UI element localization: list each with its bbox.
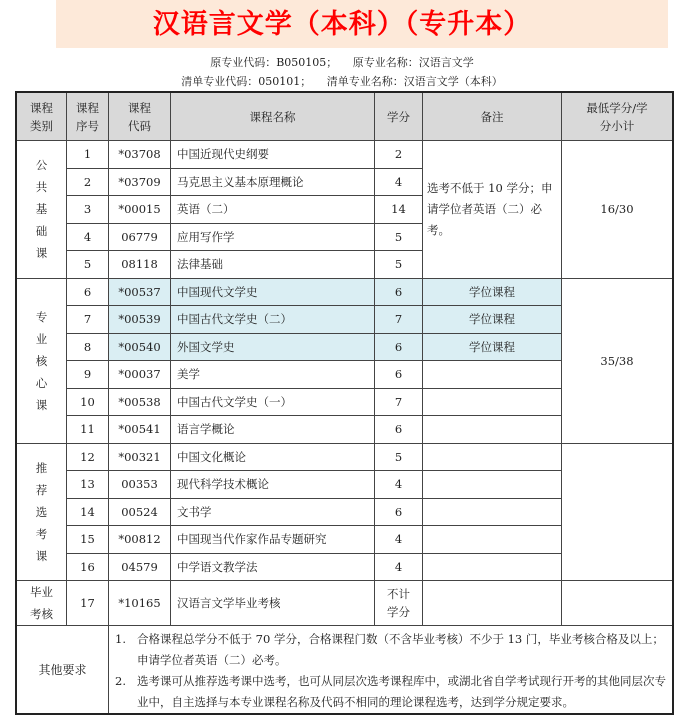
category-char: 公 — [35, 158, 48, 173]
course-name-cell: 美学 — [171, 361, 375, 389]
course-name-cell: 汉语言文学毕业考核 — [171, 581, 375, 626]
category-cell — [17, 443, 67, 581]
code-cell: *00812 — [109, 526, 171, 554]
course-name-cell: 英语（二） — [171, 196, 375, 224]
other-requirements-label: 其他要求 — [17, 626, 109, 714]
header-name: 课程名称 — [171, 93, 375, 141]
code-cell: *00538 — [109, 388, 171, 416]
course-table — [16, 92, 673, 714]
course-name-cell: 外国文学史 — [171, 333, 375, 361]
credit-line: 不计 — [387, 587, 410, 601]
code-cell: *03708 — [109, 141, 171, 169]
other-requirements-row — [17, 626, 673, 714]
other-requirements-text — [109, 626, 673, 714]
requirement-text: 选考课可从推荐选考课中选考，也可从同层次选考课程库中，或湖北省自学考试现行开考的其他同层次专业中，自主选择与本专业课程名称及代码不相同的理论课程选考，达到学分规定要求。 — [137, 674, 666, 709]
credit-cell: 7 — [375, 306, 423, 334]
seq-cell: 8 — [67, 333, 109, 361]
course-name-cell: 中国现代文学史 — [171, 278, 375, 306]
course-name-cell: 文书学 — [171, 498, 375, 526]
table-row — [17, 443, 673, 471]
category-char: 选 — [35, 504, 48, 519]
note-cell — [423, 388, 562, 416]
table-row — [17, 278, 673, 306]
list-major-name: 清单专业名称：汉语言文学（本科） — [326, 75, 503, 88]
credit-cell: 7 — [375, 388, 423, 416]
min-credit-cell — [562, 443, 673, 581]
seq-cell: 17 — [67, 581, 109, 626]
code-cell: *10165 — [109, 581, 171, 626]
seq-cell: 11 — [67, 416, 109, 444]
course-name-cell: 现代科学技术概论 — [171, 471, 375, 499]
table-row — [17, 141, 673, 169]
min-credit-cell: 16/30 — [562, 141, 673, 279]
note-cell — [423, 471, 562, 499]
code-cell: 00353 — [109, 471, 171, 499]
seq-cell: 6 — [67, 278, 109, 306]
requirement-item — [115, 671, 666, 713]
course-name-cell: 语言学概论 — [171, 416, 375, 444]
category-line: 毕业 — [30, 585, 53, 599]
course-name-cell: 中国古代文学史（一） — [171, 388, 375, 416]
code-cell: *00015 — [109, 196, 171, 224]
requirement-number: 2. — [115, 674, 126, 688]
credit-cell: 4 — [375, 553, 423, 581]
category-char: 课 — [35, 246, 48, 261]
min-credit-cell — [562, 581, 673, 626]
header-code: 课程 代码 — [109, 93, 171, 141]
credit-cell: 4 — [375, 471, 423, 499]
category-char: 心 — [35, 375, 48, 390]
category-char: 础 — [35, 224, 48, 239]
category-char: 推 — [35, 460, 48, 475]
credit-cell: 2 — [375, 141, 423, 169]
credit-cell: 5 — [375, 223, 423, 251]
credit-line: 学分 — [387, 605, 410, 619]
category-char: 课 — [35, 548, 48, 563]
credit-cell: 4 — [375, 526, 423, 554]
table-header-row — [17, 93, 673, 141]
code-cell: 00524 — [109, 498, 171, 526]
code-cell: *03709 — [109, 168, 171, 196]
credit-cell — [375, 581, 423, 626]
credit-cell: 6 — [375, 333, 423, 361]
note-cell: 学位课程 — [423, 306, 562, 334]
credit-cell: 6 — [375, 416, 423, 444]
credit-cell: 6 — [375, 361, 423, 389]
code-cell: 08118 — [109, 251, 171, 279]
course-name-cell: 马克思主义基本原理概论 — [171, 168, 375, 196]
category-cell — [17, 141, 67, 279]
seq-cell: 15 — [67, 526, 109, 554]
code-cell: *00539 — [109, 306, 171, 334]
seq-cell: 7 — [67, 306, 109, 334]
thesis-row — [17, 581, 673, 626]
note-cell — [423, 581, 562, 626]
seq-cell: 14 — [67, 498, 109, 526]
requirement-item — [115, 629, 666, 671]
category-char: 考 — [35, 526, 48, 541]
code-cell: 04579 — [109, 553, 171, 581]
code-cell: *00037 — [109, 361, 171, 389]
course-name-cell: 法律基础 — [171, 251, 375, 279]
note-cell — [423, 526, 562, 554]
credit-cell: 5 — [375, 251, 423, 279]
requirement-text: 合格课程总学分不低于 70 学分，合格课程门数（不含毕业考核）不少于 13 门，毕业考核合格及以上；申请学位者英语（二）必考。 — [137, 632, 664, 667]
course-name-cell: 中国现当代作家作品专题研究 — [171, 526, 375, 554]
list-major-line — [0, 73, 684, 89]
min-credit-cell: 35/38 — [562, 278, 673, 443]
header-note: 备注 — [423, 93, 562, 141]
note-cell: 学位课程 — [423, 278, 562, 306]
header-category: 课程 类别 — [17, 93, 67, 141]
seq-cell: 3 — [67, 196, 109, 224]
category-char: 核 — [35, 353, 48, 368]
category-char: 业 — [35, 331, 48, 346]
original-major-code: 原专业代码：B050105； — [210, 56, 338, 69]
category-char: 基 — [35, 202, 48, 217]
original-major-line — [0, 54, 684, 70]
category-cell — [17, 278, 67, 443]
seq-cell: 1 — [67, 141, 109, 169]
header-credit: 学分 — [375, 93, 423, 141]
original-major-name: 原专业名称：汉语言文学 — [352, 56, 474, 69]
header-seq: 课程 序号 — [67, 93, 109, 141]
credit-cell: 4 — [375, 168, 423, 196]
code-cell: *00540 — [109, 333, 171, 361]
code-cell: *00541 — [109, 416, 171, 444]
credit-cell: 14 — [375, 196, 423, 224]
category-char: 共 — [35, 180, 48, 195]
category-cell — [17, 581, 67, 626]
note-cell: 选考不低于 10 学分；申请学位者英语（二）必考。 — [423, 141, 562, 279]
course-name-cell: 中国古代文学史（二） — [171, 306, 375, 334]
note-cell — [423, 416, 562, 444]
category-line: 考核 — [30, 607, 53, 621]
seq-cell: 13 — [67, 471, 109, 499]
credit-cell: 6 — [375, 278, 423, 306]
code-cell: 06779 — [109, 223, 171, 251]
seq-cell: 9 — [67, 361, 109, 389]
seq-cell: 4 — [67, 223, 109, 251]
note-cell — [423, 361, 562, 389]
seq-cell: 12 — [67, 443, 109, 471]
seq-cell: 5 — [67, 251, 109, 279]
code-cell: *00537 — [109, 278, 171, 306]
requirement-number: 1. — [115, 632, 126, 646]
credit-cell: 5 — [375, 443, 423, 471]
page-title: 汉语言文学（本科）（专升本） — [152, 9, 532, 40]
note-cell — [423, 498, 562, 526]
note-cell: 学位课程 — [423, 333, 562, 361]
seq-cell: 10 — [67, 388, 109, 416]
credit-cell: 6 — [375, 498, 423, 526]
category-char: 课 — [35, 397, 48, 412]
category-char: 专 — [35, 309, 48, 324]
course-name-cell: 中学语文教学法 — [171, 553, 375, 581]
seq-cell: 2 — [67, 168, 109, 196]
note-cell — [423, 553, 562, 581]
course-name-cell: 中国文化概论 — [171, 443, 375, 471]
code-cell: *00321 — [109, 443, 171, 471]
category-char: 荐 — [35, 482, 48, 497]
note-cell — [423, 443, 562, 471]
header-min: 最低学分/学 分小计 — [562, 93, 673, 141]
course-name-cell: 应用写作学 — [171, 223, 375, 251]
list-major-code: 清单专业代码：050101； — [181, 75, 312, 88]
seq-cell: 16 — [67, 553, 109, 581]
course-name-cell: 中国近现代史纲要 — [171, 141, 375, 169]
